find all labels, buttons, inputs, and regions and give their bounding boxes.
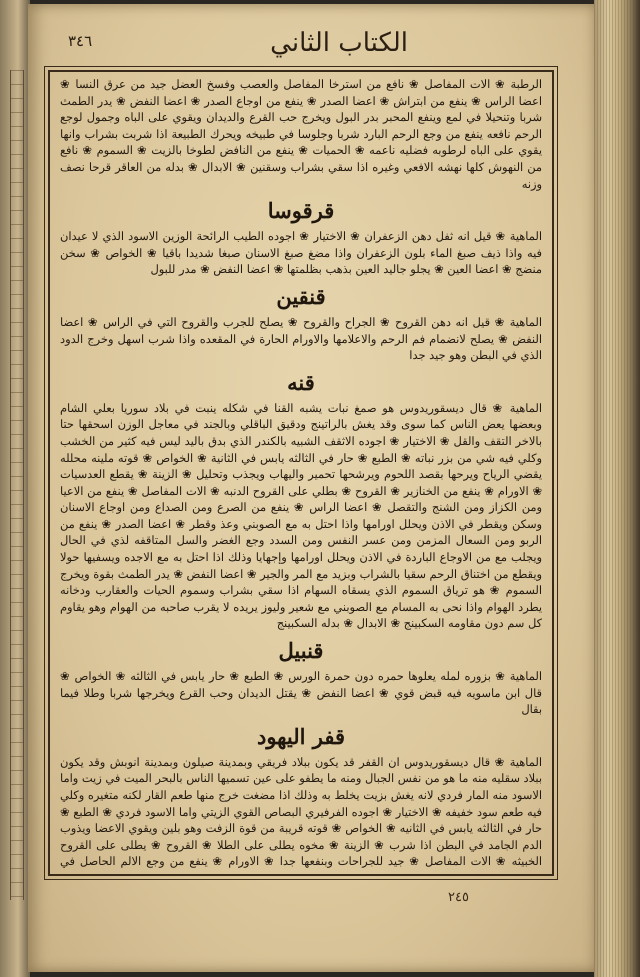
entry-text: الماهية ❀ قال ديسقوريدوس ان القفر قد يكون ببلاد فريقي وبمدينة صيلون وبمدينة انوبش وقد يكون ببلاد سقليه منه ما هو من نفس الجبال ومنه ما يطفو على عين تسميها الناس بالبحر الميت في زيت واما الاسود منه المار فردي لانه يغش بزيت يخلط به وذلك اذا مضغت خرج منها طعم القار لكنه متغيره وكلي فيه طعم سود خفيفه ❀ الاختيار ❀ اجوده الفرفيري البصاص القوي الزيتي واما الاسود فردي ❀ الطبع ❀ حار في الثالثه يابس في الثانيه ❀ الخواص ❀ قوته قريبة من قوة الزفت وهو بلين ويقوي الاعضا ويذوب الدم الجامد في البطن اذا شرب ❀ الزينة ❀ مخوه يطلى على الطلا ❀ القروح ❀ يطلى على القروح الخبيثه ❀ الات المفاصل ❀ جيد للجراحات وبنفعها جدا ❀ الاورام ❀ ينفع من وجع الالم الحاصل في <box>60 754 542 869</box>
text-frame <box>48 70 554 876</box>
entry-heading: قنبيل <box>278 638 324 664</box>
ruler-strip <box>10 70 24 900</box>
entry-text: الماهية ❀ قيل انه ثفل دهن الزعفران ❀ الاختيار ❀ اجوده الطيب الرائحة الوزين الاسود الذي لا عيدان فيه واذا ذيف صبغ الماء بلون الزعفران واذا مضغ صبغ الاسنان صبغا شديدا باقيا ❀ الخواص ❀ سخن منضج ❀ اعضا العين ❀ يجلو جاليد العين بذهب بظلمتها ❀ اعضا النفض ❀ مدر للبول <box>60 229 542 277</box>
page-number: ٣٤٦ <box>68 32 93 50</box>
page-footer <box>68 888 558 912</box>
running-title: الكتاب الثاني <box>270 28 408 58</box>
entry-heading: قرقوسا <box>267 198 335 224</box>
page-header <box>68 22 558 72</box>
text-block <box>60 76 542 870</box>
left-page-edge <box>0 0 30 977</box>
entry-text: الماهية ❀ قال ديسقوريدوس هو صمغ نبات يشبه القنا في شكله ينبت في بلاد سوريا بعلي الشام وبعضها يعض الناس كما سوى وقد يغش بالراتينج ودقيق الباقلي وبالجند في معاجل الوزن اسحقها حتا بالاخر التقف والقل ❀ الاختيار ❀ اجوده الاثقف الشبيه بالكندر الذي بدق باليد ليس فيه كثير من الخشب وكلي فيه شي من بزر نباته ❀ الطبع ❀ حار في الثالثه يابس في الثانية ❀ الخواص ❀ قوته ملينه محلله يقضي الرياح ويرحها بقصد اللحوم ويرشحها تحمير واليهاب ويجذب وتحليل ❀ الزينة ❀ يقطع العدسيات ❀ الاورام ❀ ينفع من الخنازير ❀ القروح ❀ بطلي على القروح الدنبه ❀ الات المفاصل ❀ ينفع من الاعيا ومن الكزاز ومن الشنج والتقصل ❀ اعضا الراس ❀ ينفع من الصرع ومن الصداع ومن اوجاع الاسنان وسكن ويقطر في الاذن ويحلل اورامها واذا احتل به مع الصوبني وعذ وقطر ❀ اعضا الصدر ❀ ينفع من الربو ومن السعال المزمن ومن عسر النفس ومن السدد وجع الغضر والسل المتاقفه لذي في الحال ويجلب مع من الاوجاع الباردة في الاذن ويحلل اورامها وإجهايا وذلك اذا احتل به مع الاجده ويسفيها حولا ويقطع من اختناق الرحم سقيا بالشراب وبزيد مع المر والجير ❀ اعضا النفض ❀ يدر الطمث بقوة ويخرج السموم ❀ هو ترياق السموم الذي يسقاه السهام اذا سقي بشراب وسموم الحيات والعقارب ودخانه يطرد الهوام واذا نحى به المسام مع الصوبني مع شعير وليوز يريده لا يقرب صاحبه من الهوام وهو يقاوم كل سم دون مقاومه السكبينج ❀ الابدال ❀ بدله السكبينج <box>60 400 542 631</box>
entry-text: الماهية ❀ قيل انه دهن القروح ❀ الجراح والقروح ❀ يصلح للجرب والقروح التي في الراس ❀ اعضا النفض ❀ يصلح لانضمام فم الرحم والاعلامها والاورام الحارة في المقعده واذا شرب اسهل وخرج الدود الذي في البطن وهو جيد جدا <box>60 314 542 363</box>
entry-text: الرطبة ❀ الات المفاصل ❀ نافع من استرخا المفاصل والعصب وفسخ العضل جيد من عرق النسا ❀ اعضا الراس ❀ ينفع من ابتراش ❀ اعضا الصدر ❀ ينفع من اوجاع الصدر ❀ اعضا النفض ❀ يدر الطمث شربا وتنحيلا في لمع وينفع المحبر بدر البول ويخرج حب القرع والديدان ويقوي على الباه وجمول لوجع الرحم نافعه ينفع من وجع الرحم البارد شربا وجلوسا في طبيخه ويحرك الطبيعة اذا شربت بشراب وانها يقوي على الباه لرطوبه فضليه ناعمه ❀ الحميات ❀ ينفع من النافض لطوخا بالزيت ❀ السموم ❀ نافع من النهوش كلها نهشه الافعي وغيره اذا سقي بشراب وسقنين ❀ الابدال ❀ بدله من العاقر قرحا نصف وزنه <box>60 77 542 191</box>
entry-heading: قنه <box>287 369 315 395</box>
page-stack-edge <box>594 0 640 977</box>
entry-heading: قفر اليهود <box>256 723 345 749</box>
entry-text: الماهية ❀ بزوره لمله يعلوها حمره دون حمرة الورس ❀ الطبع ❀ حار يابس في الثالثه ❀ الخواص ❀ قال ابن ماسويه فيه قبض قوي ❀ اعضا النفض ❀ يقتل الديدان وحب القرع ويخرجها شربا وطلا فيما بقال <box>60 669 542 717</box>
manuscript-page <box>28 4 598 972</box>
signature-mark: ٢٤٥ <box>448 890 469 905</box>
entry-heading: قنقين <box>276 283 326 309</box>
